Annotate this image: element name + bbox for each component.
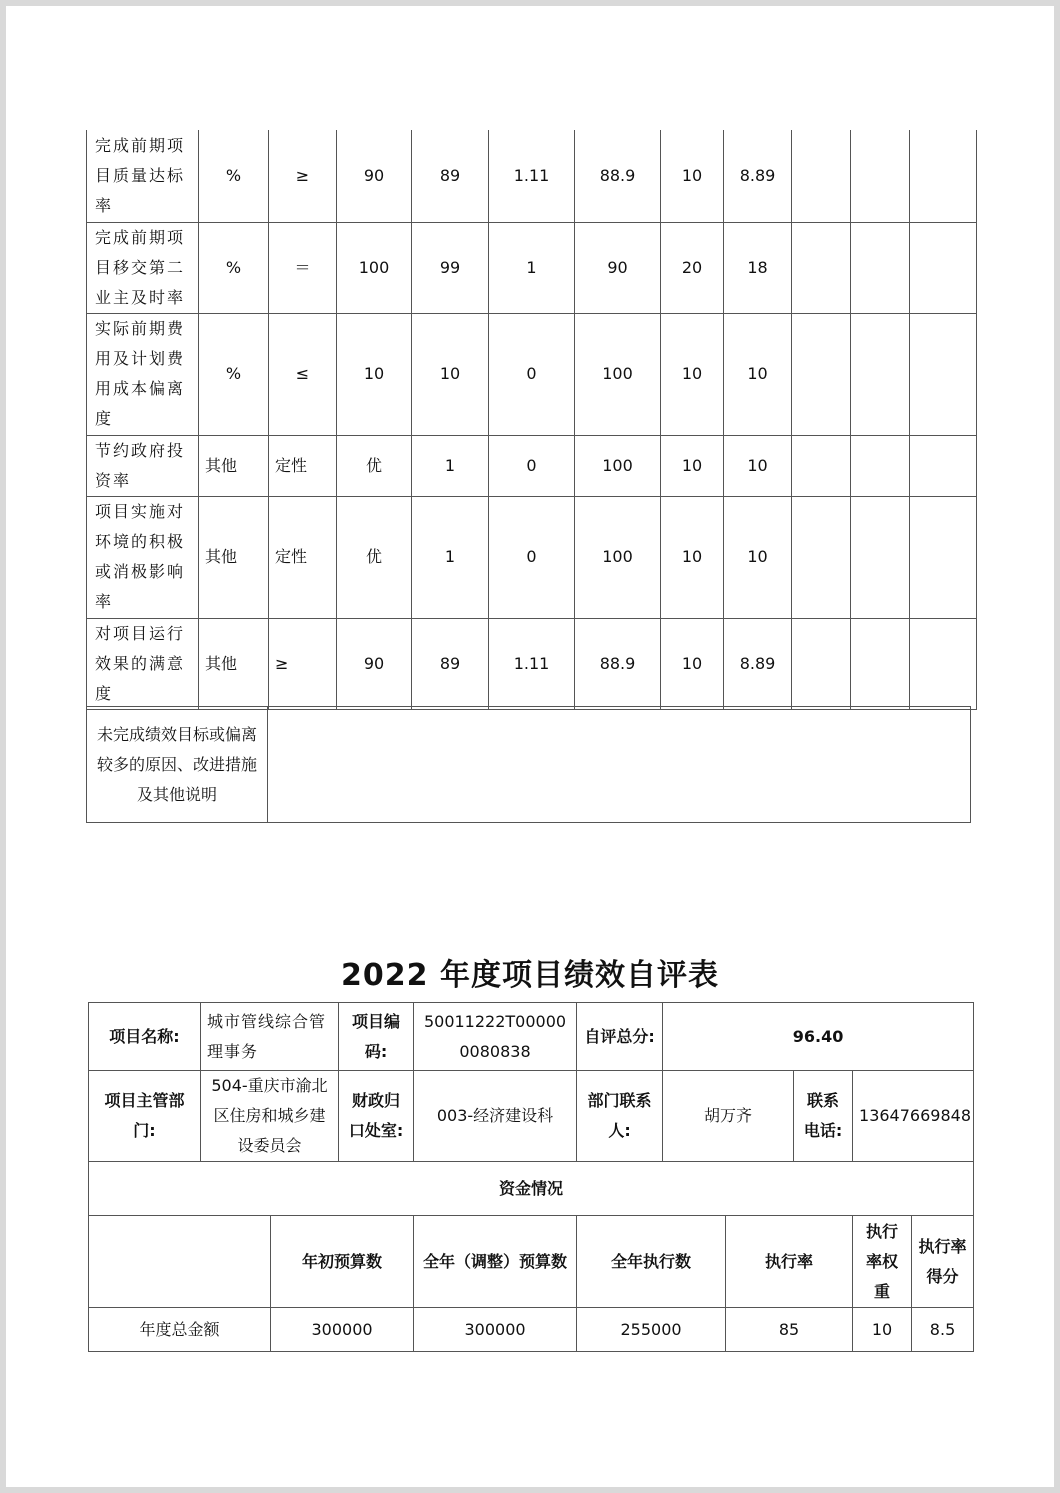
indicator-row xyxy=(87,313,977,435)
indicator-unit: 其他 xyxy=(199,435,269,496)
dept-value: 504-重庆市渝北区住房和城乡建设委员会 xyxy=(201,1071,339,1162)
indicator-unit: % xyxy=(199,313,269,435)
indicator-weight: 10 xyxy=(661,618,724,709)
funds-initial-budget: 300000 xyxy=(271,1308,414,1352)
indicator-empty-cell xyxy=(851,435,910,496)
funds-rate-weight: 10 xyxy=(853,1308,912,1352)
indicator-actual: 89 xyxy=(412,618,489,709)
indicator-unit: 其他 xyxy=(199,618,269,709)
funds-header-exec-rate: 执行率 xyxy=(726,1216,853,1308)
phone-value: 13647669848 xyxy=(853,1071,974,1162)
indicator-name: 完成前期项目移交第二业主及时率 xyxy=(87,222,199,313)
indicator-operator: ≥ xyxy=(269,130,337,222)
funds-section-label: 资金情况 xyxy=(89,1162,974,1216)
indicator-unit: 其他 xyxy=(199,496,269,618)
indicator-empty-cell xyxy=(792,496,851,618)
indicator-empty-cell xyxy=(792,435,851,496)
funds-adjusted-budget: 300000 xyxy=(414,1308,577,1352)
indicator-rate: 100 xyxy=(575,313,661,435)
funds-header-adjusted-budget: 全年（调整）预算数 xyxy=(414,1216,577,1308)
indicator-rate: 88.9 xyxy=(575,618,661,709)
indicator-rate: 90 xyxy=(575,222,661,313)
info-row-2 xyxy=(89,1071,974,1162)
indicator-score: 10 xyxy=(724,435,792,496)
indicator-weight: 10 xyxy=(661,496,724,618)
funds-header-rate-score: 执行率得分 xyxy=(912,1216,974,1308)
indicator-empty-cell xyxy=(910,435,977,496)
funds-header-executed: 全年执行数 xyxy=(577,1216,726,1308)
indicator-deviation: 0 xyxy=(489,496,575,618)
indicator-operator: ≤ xyxy=(269,313,337,435)
indicator-unit: % xyxy=(199,222,269,313)
explanation-value xyxy=(268,707,971,823)
indicator-empty-cell xyxy=(851,222,910,313)
indicator-weight: 10 xyxy=(661,435,724,496)
indicator-empty-cell xyxy=(910,496,977,618)
indicator-name: 对项目运行效果的满意度 xyxy=(87,618,199,709)
funds-data-row xyxy=(89,1308,974,1352)
indicator-row xyxy=(87,222,977,313)
finance-label: 财政归口处室: xyxy=(339,1071,414,1162)
indicator-empty-cell xyxy=(792,313,851,435)
indicator-score: 8.89 xyxy=(724,618,792,709)
funds-header-rate-weight: 执行率权重 xyxy=(853,1216,912,1308)
indicator-deviation: 1.11 xyxy=(489,130,575,222)
indicator-row xyxy=(87,496,977,618)
indicator-name: 实际前期费用及计划费用成本偏离度 xyxy=(87,313,199,435)
indicator-actual: 1 xyxy=(412,496,489,618)
explanation-table xyxy=(86,706,971,823)
dept-label: 项目主管部门: xyxy=(89,1071,201,1162)
project-code-label: 项目编码: xyxy=(339,1003,414,1071)
project-code-value: 50011222T000000080838 xyxy=(414,1003,577,1071)
indicator-empty-cell xyxy=(851,496,910,618)
indicator-target: 90 xyxy=(337,130,412,222)
explanation-label: 未完成绩效目标或偏离较多的原因、改进措施及其他说明 xyxy=(87,707,268,823)
indicator-empty-cell xyxy=(910,618,977,709)
indicator-target: 优 xyxy=(337,435,412,496)
funds-rate-score: 8.5 xyxy=(912,1308,974,1352)
funds-header-blank xyxy=(89,1216,271,1308)
indicator-empty-cell xyxy=(851,618,910,709)
indicator-row xyxy=(87,435,977,496)
indicator-name: 项目实施对环境的积极或消极影响率 xyxy=(87,496,199,618)
indicator-score: 10 xyxy=(724,496,792,618)
self-score-value: 96.40 xyxy=(663,1003,974,1071)
indicator-deviation: 1.11 xyxy=(489,618,575,709)
indicator-row xyxy=(87,618,977,709)
contact-value: 胡万齐 xyxy=(663,1071,794,1162)
indicator-deviation: 0 xyxy=(489,313,575,435)
funds-row-label: 年度总金额 xyxy=(89,1308,271,1352)
indicator-name: 节约政府投资率 xyxy=(87,435,199,496)
indicator-rate: 100 xyxy=(575,496,661,618)
document-page xyxy=(6,6,1054,1487)
funds-header-row xyxy=(89,1216,974,1308)
indicator-unit: % xyxy=(199,130,269,222)
indicator-score: 10 xyxy=(724,313,792,435)
indicator-score: 18 xyxy=(724,222,792,313)
indicator-weight: 20 xyxy=(661,222,724,313)
indicator-rate: 88.9 xyxy=(575,130,661,222)
page-title: 2022 年度项目绩效自评表 xyxy=(341,958,719,993)
indicator-actual: 10 xyxy=(412,313,489,435)
funds-exec-rate: 85 xyxy=(726,1308,853,1352)
indicator-weight: 10 xyxy=(661,130,724,222)
indicator-deviation: 1 xyxy=(489,222,575,313)
indicator-rate: 100 xyxy=(575,435,661,496)
indicator-empty-cell xyxy=(851,130,910,222)
indicator-empty-cell xyxy=(792,618,851,709)
indicator-operator: 定性 xyxy=(269,496,337,618)
indicator-weight: 10 xyxy=(661,313,724,435)
indicator-empty-cell xyxy=(910,222,977,313)
indicator-actual: 89 xyxy=(412,130,489,222)
indicator-operator: ≥ xyxy=(269,618,337,709)
indicator-row xyxy=(87,130,977,222)
indicator-empty-cell xyxy=(910,130,977,222)
indicator-target: 10 xyxy=(337,313,412,435)
indicator-deviation: 0 xyxy=(489,435,575,496)
funds-header-initial-budget: 年初预算数 xyxy=(271,1216,414,1308)
phone-label: 联系电话: xyxy=(794,1071,853,1162)
funds-executed: 255000 xyxy=(577,1308,726,1352)
self-evaluation-table xyxy=(88,1002,974,1352)
indicator-actual: 99 xyxy=(412,222,489,313)
indicator-empty-cell xyxy=(851,313,910,435)
indicator-score: 8.89 xyxy=(724,130,792,222)
funds-section-row xyxy=(89,1162,974,1216)
indicator-empty-cell xyxy=(792,130,851,222)
indicator-target: 优 xyxy=(337,496,412,618)
indicator-operator: 定性 xyxy=(269,435,337,496)
finance-value: 003-经济建设科 xyxy=(414,1071,577,1162)
indicator-target: 90 xyxy=(337,618,412,709)
indicator-target: 100 xyxy=(337,222,412,313)
indicator-name: 完成前期项目质量达标率 xyxy=(87,130,199,222)
contact-label: 部门联系人: xyxy=(577,1071,663,1162)
indicator-empty-cell xyxy=(792,222,851,313)
project-name-value: 城市管线综合管理事务 xyxy=(201,1003,339,1071)
explanation-row xyxy=(87,707,971,823)
info-row-1 xyxy=(89,1003,974,1071)
indicator-table xyxy=(86,130,977,710)
indicator-actual: 1 xyxy=(412,435,489,496)
indicator-operator: ＝ xyxy=(269,222,337,313)
project-name-label: 项目名称: xyxy=(89,1003,201,1071)
self-score-label: 自评总分: xyxy=(577,1003,663,1071)
indicator-empty-cell xyxy=(910,313,977,435)
